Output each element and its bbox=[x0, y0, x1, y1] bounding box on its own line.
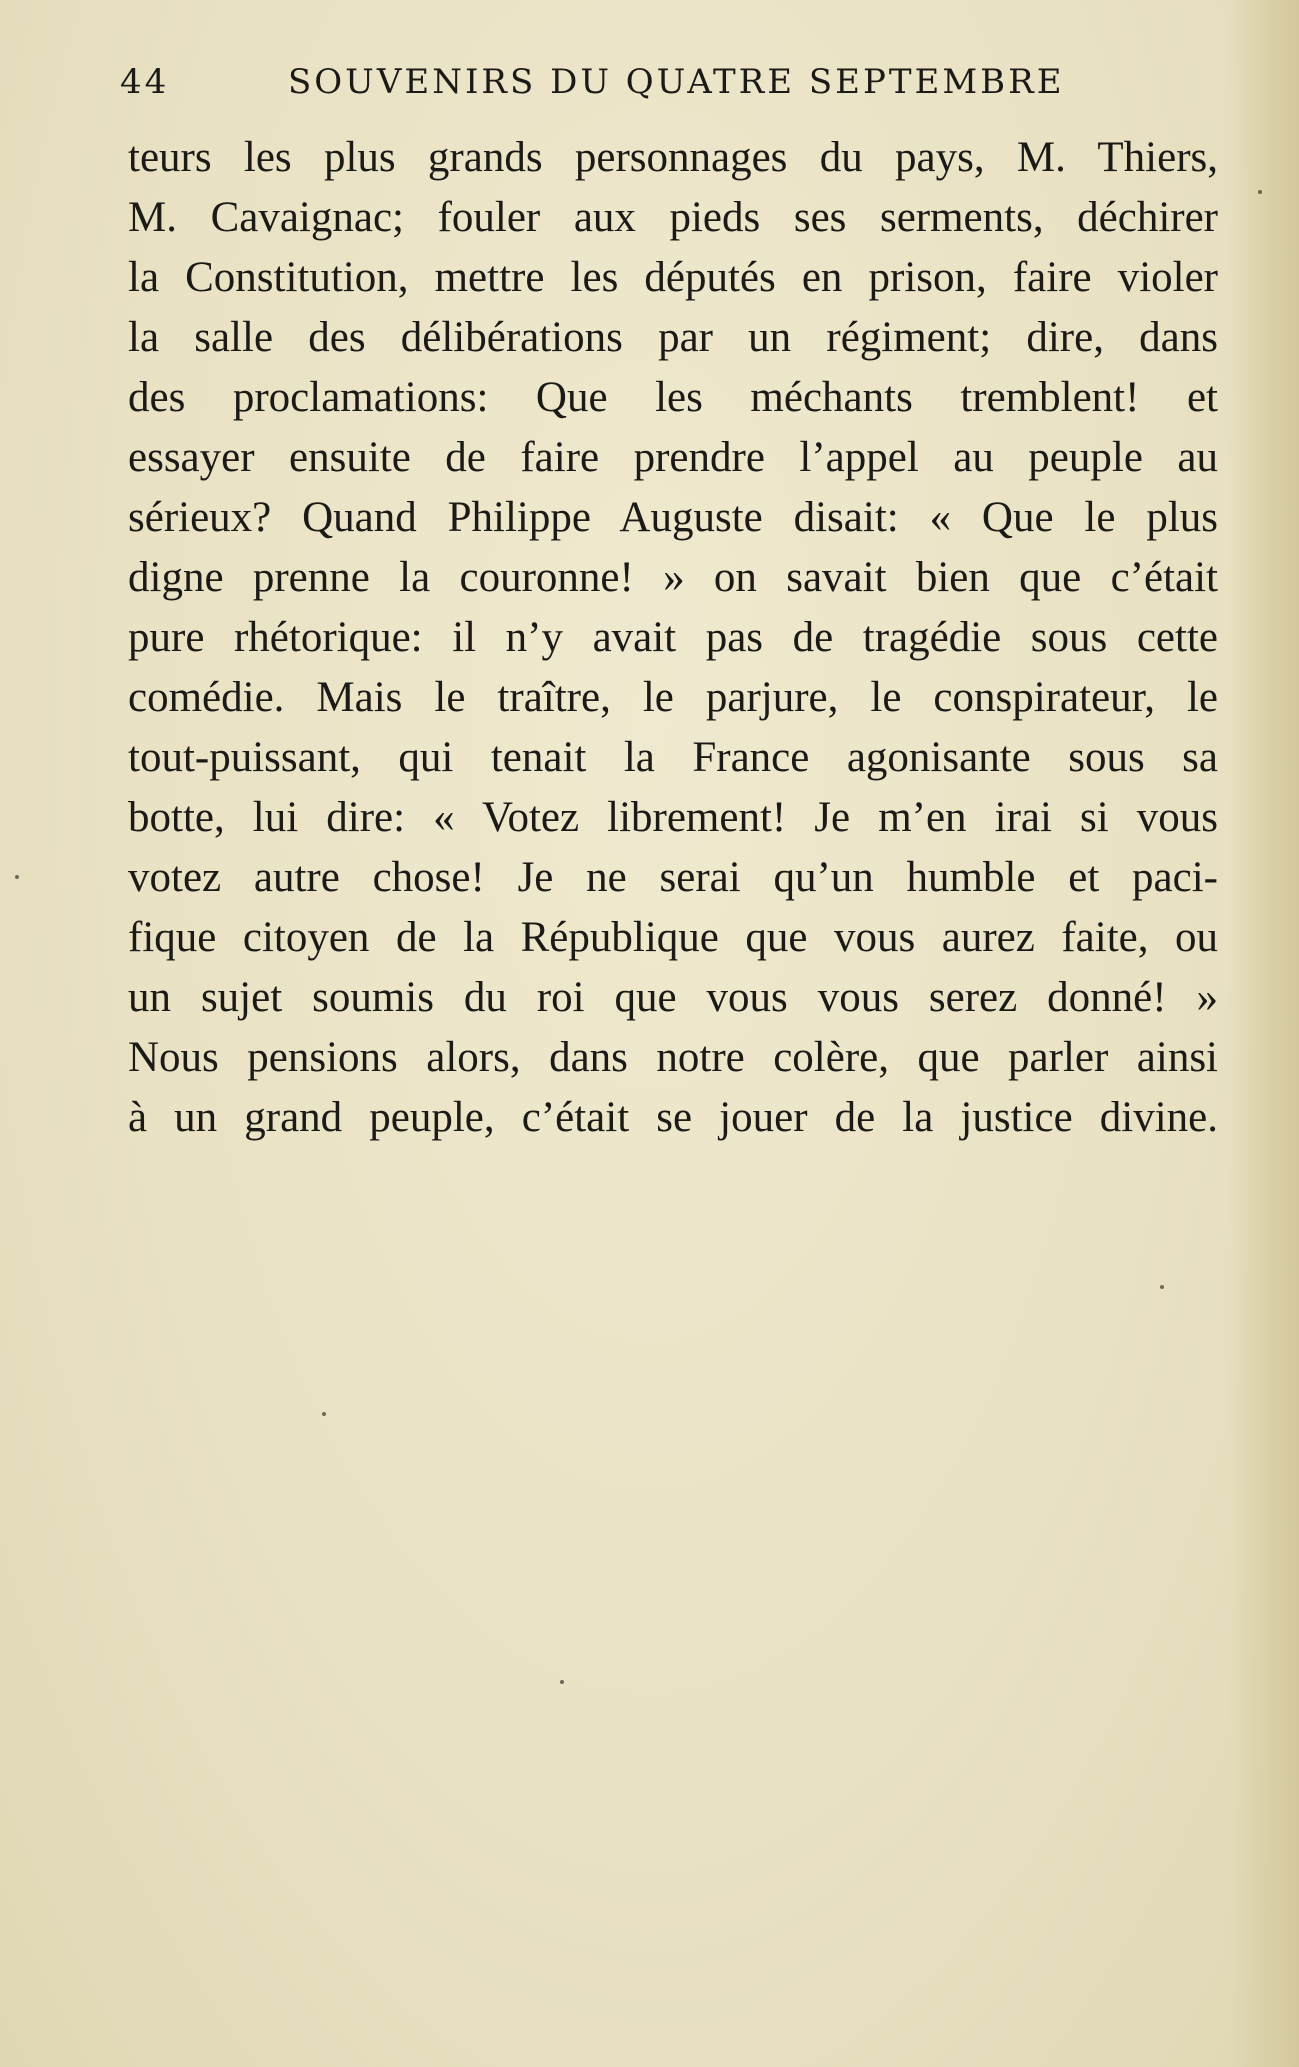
page-edge-shadow bbox=[1229, 0, 1299, 2067]
page-header bbox=[120, 62, 1080, 112]
paper-speck bbox=[1258, 190, 1262, 194]
text-line: la Constitution, mettre les députés en prison, faire violer bbox=[128, 254, 1218, 301]
text-line: un sujet soumis du roi que vous vous serez donné! » bbox=[128, 974, 1218, 1021]
text-line: comédie. Mais le traître, le parjure, le conspirateur, le bbox=[128, 674, 1218, 721]
text-line: Nous pensions alors, dans notre colère, que parler ainsi bbox=[128, 1034, 1218, 1081]
text-line: sérieux? Quand Philippe Auguste disait: « Que le plus bbox=[128, 494, 1218, 541]
paper-speck bbox=[15, 875, 19, 879]
text-line: tout-puissant, qui tenait la France agonisante sous sa bbox=[128, 734, 1218, 781]
text-line: pure rhétorique: il n’y avait pas de tragédie sous cette bbox=[128, 614, 1218, 661]
text-line: M. Cavaignac; fouler aux pieds ses serments, déchirer bbox=[128, 194, 1218, 241]
page-number: 44 bbox=[120, 62, 170, 102]
text-line: des proclamations: Que les méchants tremblent! et bbox=[128, 374, 1218, 421]
paper-speck bbox=[1160, 1285, 1164, 1289]
text-line: essayer ensuite de faire prendre l’appel au peuple au bbox=[128, 434, 1218, 481]
text-line: digne prenne la couronne! » on savait bien que c’était bbox=[128, 554, 1218, 601]
text-line: botte, lui dire: « Votez librement! Je m’en irai si vous bbox=[128, 794, 1218, 841]
text-line: fique citoyen de la République que vous aurez faite, ou bbox=[128, 914, 1218, 961]
running-head: SOUVENIRS DU QUATRE SEPTEMBRE bbox=[288, 62, 1065, 102]
body-text bbox=[128, 128, 1218, 1148]
paper-speck bbox=[560, 1680, 564, 1684]
text-line: la salle des délibérations par un régiment; dire, dans bbox=[128, 314, 1218, 361]
text-line: à un grand peuple, c’était se jouer de la justice divine. bbox=[128, 1094, 1218, 1141]
text-line: teurs les plus grands personnages du pays, M. Thiers, bbox=[128, 134, 1218, 181]
text-line: votez autre chose! Je ne serai qu’un humble et paci- bbox=[128, 854, 1218, 901]
paper-speck bbox=[322, 1412, 326, 1416]
